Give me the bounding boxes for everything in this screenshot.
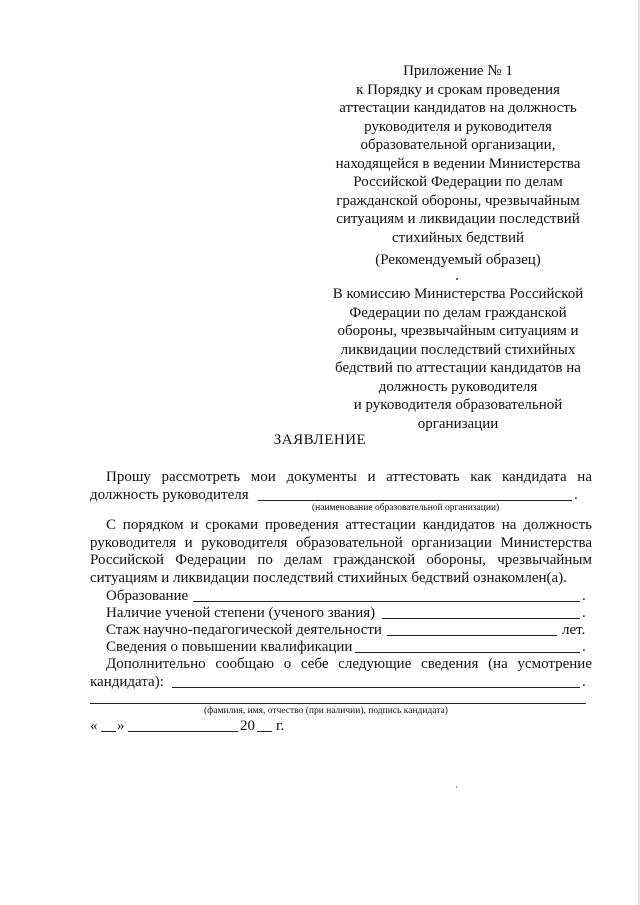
acknowledgement-line: Российской Федерации по делам гражданской обороны, чрезвычайным xyxy=(90,552,592,568)
date-open-quote: « xyxy=(90,718,98,734)
qualification-field[interactable] xyxy=(355,652,580,653)
date-close-quote: » xyxy=(117,718,125,734)
experience-label: Стаж научно-педагогической деятельности xyxy=(106,622,382,638)
organization-name-field[interactable] xyxy=(258,500,572,501)
header-line: к Порядку и срокам проведения xyxy=(356,81,560,98)
addressee-line: ликвидации последствий стихийных xyxy=(340,341,576,358)
degree-label: Наличие ученой степени (ученого звания) xyxy=(106,605,376,621)
addressee-line: и руководителя образовательной xyxy=(353,397,563,413)
qualification-row xyxy=(90,639,592,657)
stray-dot xyxy=(456,278,458,280)
organization-name-caption: (наименование образовательной организации) xyxy=(312,503,500,513)
header-line: ситуациям и ликвидации последствий xyxy=(336,211,580,227)
header-line: гражданской обороны, чрезвычайным xyxy=(336,192,580,209)
recommended-sample-label: (Рекомендуемый образец) xyxy=(375,252,541,268)
education-row xyxy=(90,588,592,606)
education-suffix: . xyxy=(582,588,586,604)
acknowledgement-paragraph xyxy=(90,517,592,587)
qualification-label: Сведения о повышении квалификации xyxy=(106,639,353,655)
request-paragraph xyxy=(90,469,592,487)
date-year-prefix: 20 xyxy=(240,718,255,734)
scan-artifact-mark xyxy=(456,786,457,788)
header-line: образовательной организации, xyxy=(360,137,556,153)
date-day-field[interactable] xyxy=(101,731,116,732)
request-line-1: Прошу рассмотреть мои документы и аттестовать как кандидата на xyxy=(106,469,592,485)
addressee-block xyxy=(330,285,586,433)
degree-suffix: . xyxy=(582,605,586,621)
date-year-suffix: г. xyxy=(276,718,285,734)
additional-info-suffix: . xyxy=(582,674,586,690)
acknowledgement-line: руководителя и руководителя образовательной организации Министерства xyxy=(90,534,592,551)
education-label: Образование xyxy=(106,588,189,604)
addressee-line: должность руководителя xyxy=(378,378,538,395)
signature-field[interactable] xyxy=(90,703,586,704)
experience-row xyxy=(90,622,592,640)
degree-row xyxy=(90,605,592,623)
header-line: находящейся в ведении Министерства xyxy=(335,155,581,172)
header-line: стихийных бедствий xyxy=(391,229,525,246)
addressee-line: организации xyxy=(417,415,499,432)
request-position-label: должность руководителя xyxy=(90,487,249,503)
experience-field[interactable] xyxy=(387,635,557,636)
document-title: ЗАЯВЛЕНИЕ xyxy=(273,432,367,448)
acknowledgement-last-line: ситуациям и ликвидации последствий стихийных бедствий ознакомлен(а). xyxy=(90,569,567,586)
signature-caption: (фамилия, имя, отчество (при наличии), подпись кандидата) xyxy=(204,706,448,716)
request-line-end: . xyxy=(574,487,578,503)
addressee-line: бедствий по аттестации кандидатов на xyxy=(335,360,581,376)
date-month-field[interactable] xyxy=(128,731,238,732)
additional-info-paragraph xyxy=(90,656,592,674)
degree-field[interactable] xyxy=(382,618,580,619)
addressee-line: В комиссию Министерства Российской xyxy=(332,286,584,302)
date-year-field[interactable] xyxy=(257,731,272,732)
header-line: руководителя и руководителя xyxy=(364,118,552,135)
acknowledgement-line: С порядком и сроками проведения аттестации кандидатов на должность xyxy=(106,517,592,533)
header-line: Российской Федерации по делам xyxy=(353,174,563,190)
experience-suffix: лет. xyxy=(562,622,586,638)
header-line: Приложение № 1 xyxy=(403,63,513,79)
addressee-line: обороны, чрезвычайным ситуациям и xyxy=(337,323,579,339)
education-field[interactable] xyxy=(193,601,580,602)
header-line: аттестации кандидатов на должность xyxy=(339,100,577,116)
additional-info-line-1: Дополнительно сообщаю о себе следующие сведения (на усмотрение xyxy=(106,656,592,672)
qualification-suffix: . xyxy=(582,639,586,655)
addressee-line: Федерации по делам гражданской xyxy=(349,304,567,321)
additional-info-field[interactable] xyxy=(172,687,580,688)
appendix-header xyxy=(330,62,586,247)
additional-info-label: кандидата): xyxy=(90,674,164,690)
